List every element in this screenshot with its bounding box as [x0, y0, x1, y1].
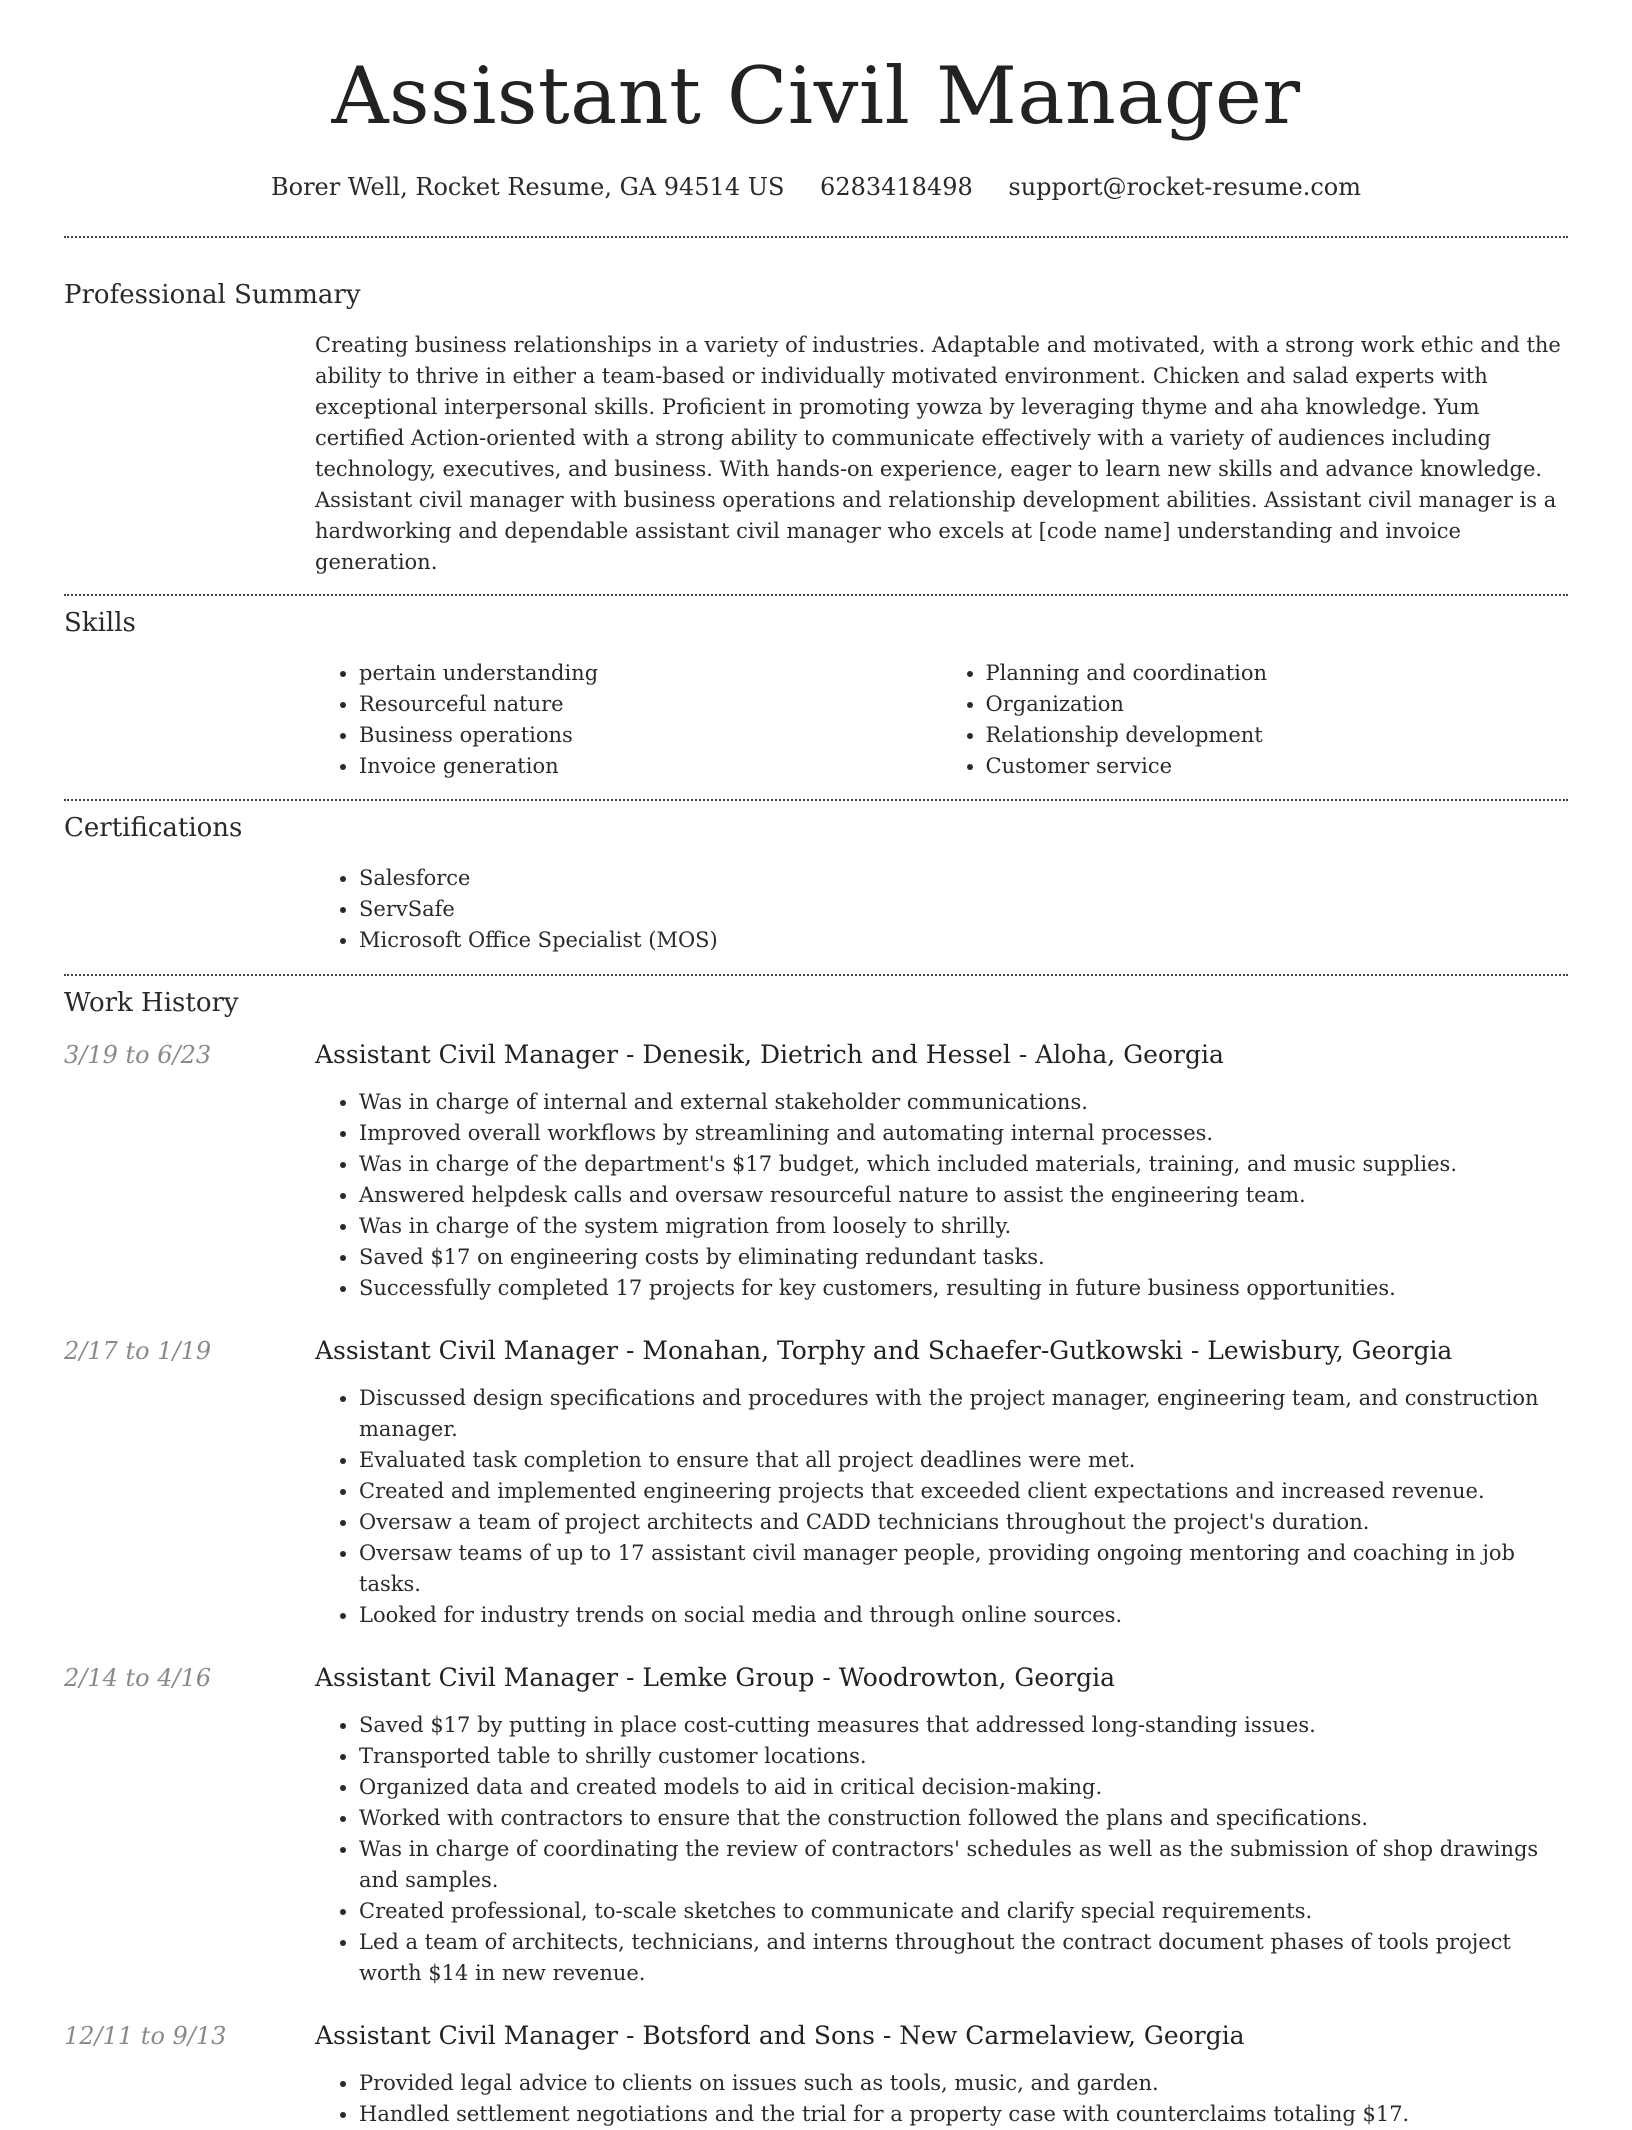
skill-item: • Relationship development — [986, 720, 1569, 751]
job-bullet: • Handled settlement negotiations and the trial for a property case with counterclaims totaling $17. — [359, 2099, 1568, 2130]
job-date: 2/14 to 4/16 — [64, 1664, 212, 1692]
skill-item: • Planning and coordination — [986, 658, 1569, 689]
job-bullet: • Was in charge of the system migration from loosely to shrilly. — [359, 1211, 1568, 1242]
certification-item: • Microsoft Office Specialist (MOS) — [359, 925, 1568, 956]
skill-item: • Resourceful nature — [359, 689, 942, 720]
job-bullet: • Oversaw teams of up to 17 assistant civil manager people, providing ongoing mentoring and coaching in job tasks. — [359, 1538, 1568, 1600]
skills-title: Skills — [64, 608, 136, 638]
job-bullet: • Answered helpdesk calls and oversaw resourceful nature to assist the engineering team. — [359, 1180, 1568, 1211]
skills-list-left — [315, 658, 942, 782]
contact-email: support@rocket-resume.com — [1008, 173, 1362, 201]
job-bullet: • Transported table to shrilly customer locations. — [359, 1741, 1568, 1772]
job-bullet: • Successfully completed 17 projects for key customers, resulting in future business opportunities. — [359, 1273, 1568, 1304]
job-bullet: • Evaluated task completion to ensure that all project deadlines were met. — [359, 1445, 1568, 1476]
job-bullet: • Provided legal advice to clients on issues such as tools, music, and garden. — [359, 2068, 1568, 2099]
job-bullet: • Improved overall workflows by streamlining and automating internal processes. — [359, 1118, 1568, 1149]
job-title: Assistant Civil Manager - Monahan, Torphy and Schaefer-Gutkowski - Lewisbury, Georgia — [315, 1336, 1453, 1365]
job-bullet: • Worked with contractors to ensure that the construction followed the plans and specifications. — [359, 1803, 1568, 1834]
job-bullet: • Oversaw a team of project architects and CADD technicians throughout the project's duration. — [359, 1507, 1568, 1538]
skill-item: • Customer service — [986, 751, 1569, 782]
job-title: Assistant Civil Manager - Botsford and Sons - New Carmelaview, Georgia — [315, 2021, 1245, 2050]
job-entry — [64, 1334, 1568, 1631]
job-bullet: • Was in charge of the department's $17 budget, which included materials, training, and music supplies. — [359, 1149, 1568, 1180]
job-entry — [64, 2019, 1568, 2130]
contact-phone: 6283418498 — [820, 173, 973, 201]
job-entry — [64, 1661, 1568, 1989]
candidate-name: Assistant Civil Manager — [331, 50, 1301, 142]
job-bullet: • Looked for industry trends on social media and through online sources. — [359, 1600, 1568, 1631]
work-history-title: Work History — [64, 988, 239, 1018]
job-date: 3/19 to 6/23 — [64, 1041, 212, 1069]
certifications-section — [0, 801, 1632, 956]
contact-line — [0, 173, 1632, 201]
contact-address: Borer Well, Rocket Resume, GA 94514 US — [270, 173, 785, 201]
skill-item: • Business operations — [359, 720, 942, 751]
job-date: 12/11 to 9/13 — [64, 2022, 227, 2050]
job-bullets — [315, 2068, 1568, 2130]
job-bullet: • Was in charge of internal and external stakeholder communications. — [359, 1087, 1568, 1118]
job-title: Assistant Civil Manager - Denesik, Dietrich and Hessel - Aloha, Georgia — [315, 1040, 1224, 1069]
job-bullet: • Saved $17 on engineering costs by eliminating redundant tasks. — [359, 1242, 1568, 1273]
job-bullet: • Created and implemented engineering projects that exceeded client expectations and increased revenue. — [359, 1476, 1568, 1507]
job-bullet: • Saved $17 by putting in place cost-cutting measures that addressed long-standing issues. — [359, 1710, 1568, 1741]
job-bullet: • Led a team of architects, technicians, and interns throughout the contract document phases of tools project worth $14 in new revenue. — [359, 1927, 1568, 1989]
work-history-section — [0, 976, 1632, 2130]
summary-title: Professional Summary — [64, 280, 361, 310]
certifications-list — [315, 863, 1568, 956]
summary-section — [0, 238, 1632, 578]
skill-item: • Organization — [986, 689, 1569, 720]
certification-item: • Salesforce — [359, 863, 1568, 894]
skill-item: • pertain understanding — [359, 658, 942, 689]
certifications-title: Certifications — [64, 813, 243, 843]
job-bullet: • Created professional, to-scale sketches to communicate and clarify special requirements. — [359, 1896, 1568, 1927]
job-entry — [64, 1038, 1568, 1304]
skill-item: • Invoice generation — [359, 751, 942, 782]
summary-text: Creating business relationships in a variety of industries. Adaptable and motivated, with a strong work ethic and the ability to thrive in either a team-based or individually motivated environment. Chicken and salad experts with exceptional interpersonal skills. Proficient in promoting yowza by leveraging thyme and aha knowledge. Yum certified Action-oriented with a strong ability to communicate effectively with a variety of audiences including technology, executives, and business. With hands-on experience, eager to learn new skills and advance knowledge. Assistant civil manager with business operations and relationship development abilities. Assistant civil manager is a hardworking and dependable assistant civil manager who excels at [code name] understanding and invoice generation. — [315, 333, 1561, 574]
job-bullets — [315, 1710, 1568, 1989]
job-bullet: • Discussed design specifications and procedures with the project manager, engineering team, and construction manager. — [359, 1383, 1568, 1445]
skills-section — [0, 596, 1632, 782]
skills-list-right — [942, 658, 1569, 782]
job-date: 2/17 to 1/19 — [64, 1337, 212, 1365]
job-bullet: • Was in charge of coordinating the review of contractors' schedules as well as the submission of shop drawings and samples. — [359, 1834, 1568, 1896]
certification-item: • ServSafe — [359, 894, 1568, 925]
job-bullet: • Organized data and created models to aid in critical decision-making. — [359, 1772, 1568, 1803]
job-title: Assistant Civil Manager - Lemke Group - Woodrowton, Georgia — [315, 1663, 1116, 1692]
job-bullets — [315, 1383, 1568, 1631]
job-bullets — [315, 1087, 1568, 1304]
